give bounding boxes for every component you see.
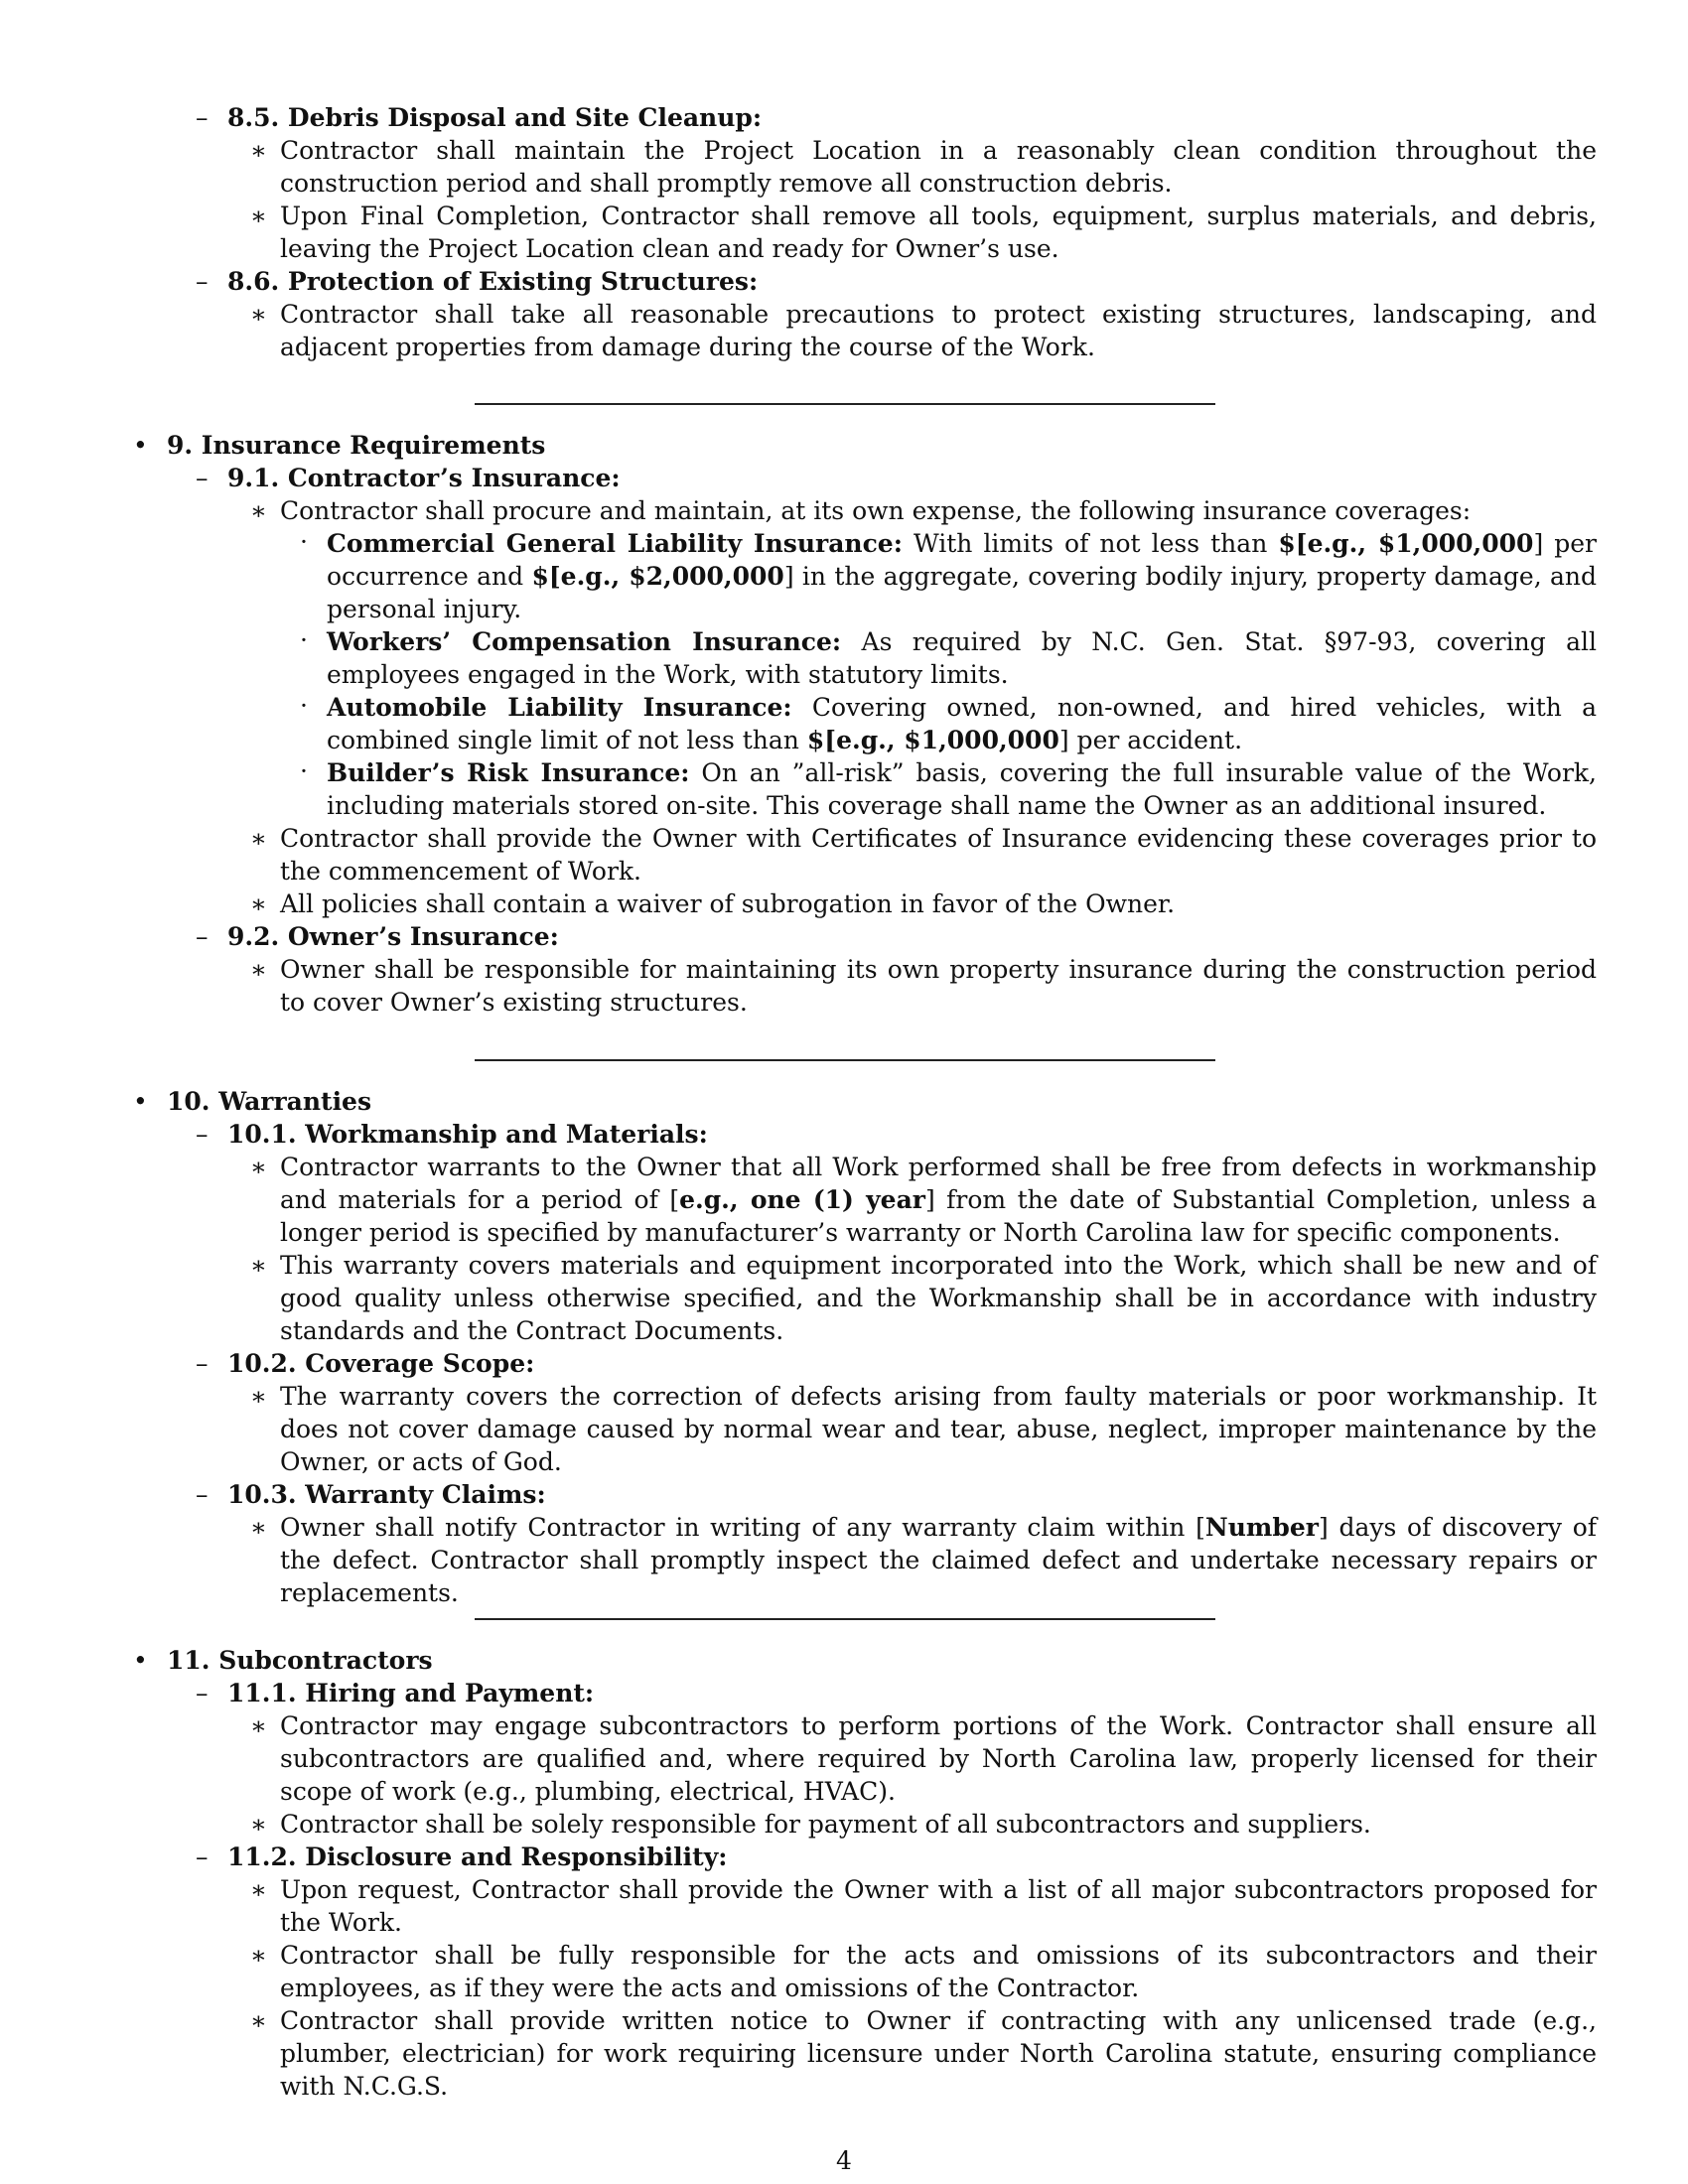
- coverage-cgl: · Commercial General Liability Insurance: With limits of not less than $[e.g., $1,000,000] per occurrence and $[e.g., $2,000,000] in the aggregate, covering bodily injury, property damage, and personal injury.: [300, 527, 1598, 623]
- dot-marker: ·: [300, 625, 308, 654]
- paragraph-11-1-a: ∗ Contractor may engage subcontractors to perform portions of the Work. Contractor shall ensure all subcontractors are qualified and, where required by North Carolina law, properly licensed for their scope of work (e.g., plumbing, electrical, HVAC).: [250, 1711, 1597, 1806]
- bullet-marker: •: [133, 1646, 148, 1675]
- paragraph-10-1-a: ∗ Contractor warrants to the Owner that all Work performed shall be free from defects in workmanship and materials for a period of [e.g., one (1) year] from the date of Substantial Completion, unless a longer period is specified by manufacturer’s warranty or North Carolina law for specific components.: [250, 1153, 1597, 1247]
- coverage-workers-comp: · Workers’ Compensation Insurance: As required by N.C. Gen. Stat. §97-93, covering all employees engaged in the Work, with statutory limits.: [300, 625, 1597, 689]
- paragraph-8-6-a: ∗ Contractor shall take all reasonable precautions to protect existing structures, landscaping, and adjacent properties from damage during the course of the Work.: [250, 300, 1597, 361]
- star-marker: ∗: [250, 1251, 267, 1280]
- bullet-marker: •: [133, 1087, 148, 1116]
- dash-marker: –: [196, 267, 209, 296]
- dash-marker: –: [196, 1679, 209, 1707]
- dash-marker: –: [196, 1843, 209, 1871]
- paragraph-10-3-a: ∗ Owner shall notify Contractor in writing of any warranty claim within [Number] days of discovery of the defect. Contractor shall promptly inspect the claimed defect and undertake necessary repairs or replacements.: [250, 1513, 1598, 1607]
- star-marker: ∗: [250, 2006, 267, 2035]
- paragraph-8-5-a: ∗ Contractor shall maintain the Project Location in a reasonably clean condition throughout the construction period and shall promptly remove all construction debris.: [250, 136, 1597, 198]
- dot-marker: ·: [300, 527, 308, 556]
- paragraph-9-1-b: ∗ Contractor shall provide the Owner with Certificates of Insurance evidencing these coverages prior to the commencement of Work.: [250, 824, 1597, 886]
- section-divider: [475, 403, 1215, 405]
- dash-marker: –: [196, 1480, 209, 1509]
- dash-marker: –: [196, 103, 209, 132]
- coverage-automobile: · Automobile Liability Insurance: Covering owned, non-owned, and hired vehicles, with a combined single limit of not less than $[e.g., $1,000,000] per accident.: [300, 691, 1597, 754]
- dash-marker: –: [196, 1349, 209, 1378]
- coverage-builders-risk: · Builder’s Risk Insurance: On an ”all-risk” basis, covering the full insurable value of the Work, including materials stored on-site. This coverage shall name the Owner as an additional insured.: [300, 756, 1597, 820]
- star-marker: ∗: [250, 1810, 267, 1839]
- dash-marker: –: [196, 922, 209, 951]
- star-marker: ∗: [250, 1153, 267, 1181]
- bullet-marker: •: [133, 431, 148, 460]
- star-marker: ∗: [250, 496, 267, 525]
- star-marker: ∗: [250, 1875, 267, 1904]
- star-marker: ∗: [250, 955, 267, 984]
- paragraph-11-1-b: ∗ Contractor shall be solely responsible for payment of all subcontractors and suppliers.: [250, 1810, 1371, 1839]
- paragraph-9-1-c: ∗ All policies shall contain a waiver of subrogation in favor of the Owner.: [250, 889, 1176, 918]
- dash-marker: –: [196, 464, 209, 492]
- dot-marker: ·: [300, 691, 308, 720]
- section-divider: [475, 1618, 1215, 1620]
- paragraph-10-1-b: ∗ This warranty covers materials and equipment incorporated into the Work, which shall be new and of good quality unless otherwise specified, and the Workmanship shall be in accordance with industry standards and the Contract Documents.: [250, 1251, 1597, 1345]
- star-marker: ∗: [250, 824, 267, 853]
- star-marker: ∗: [250, 202, 267, 230]
- paragraph-9-1-a: ∗ Contractor shall procure and maintain, at its own expense, the following insurance coverages:: [250, 496, 1472, 525]
- paragraph-9-2-a: ∗ Owner shall be responsible for maintaining its own property insurance during the construction period to cover Owner’s existing structures.: [250, 955, 1597, 1017]
- star-marker: ∗: [250, 136, 267, 165]
- star-marker: ∗: [250, 889, 267, 918]
- page-number: 4: [836, 2146, 852, 2175]
- star-marker: ∗: [250, 1941, 267, 1970]
- star-marker: ∗: [250, 1513, 267, 1542]
- paragraph-11-2-b: ∗ Contractor shall be fully responsible for the acts and omissions of its subcontractors and their employees, as if they were the acts and omissions of the Contractor.: [250, 1941, 1597, 2002]
- paragraph-8-5-b: ∗ Upon Final Completion, Contractor shall remove all tools, equipment, surplus materials, and debris, leaving the Project Location clean and ready for Owner’s use.: [250, 202, 1597, 263]
- star-marker: ∗: [250, 300, 267, 329]
- paragraph-11-2-c: ∗ Contractor shall provide written notice to Owner if contracting with any unlicensed trade (e.g., plumber, electrician) for work requiring licensure under North Carolina statute, ensuring compliance with N.C.G.S.: [250, 2006, 1597, 2101]
- paragraph-10-2-a: ∗ The warranty covers the correction of defects arising from faulty materials or poor workmanship. It does not cover damage caused by normal wear and tear, abuse, neglect, improper maintenance by the Owner, or acts of God.: [250, 1382, 1597, 1476]
- star-marker: ∗: [250, 1382, 267, 1411]
- dash-marker: –: [196, 1120, 209, 1149]
- star-marker: ∗: [250, 1711, 267, 1740]
- document-page: – 8.5. Debris Disposal and Site Cleanup: ∗ Contractor shall maintain the Project Location in a reasonably clean condition throughout the construction period and shall promptly remove all construction debris. ∗ Upon Final Completion, Contractor shall remove all tools, equipment, surplus materials, and debris, leaving the Project Location clean and ready for Owner’s use. – 8.6. Protection of Existing Structures: ∗ Contractor shall take all reasonable precautions to protect existing structures, landscaping, and adjacent properties from damage during the course of the Work. • 9. Insurance Requirements – 9.1. Contractor’s Insurance: ∗ Contractor shall procure and maintain, at its own expense, the following insurance coverages: · Commercial General Liability Insurance: With limits of not less than $[e.g., $1,000,000] per occurrence and $[e.g., $2,000,000] in the aggregate, covering bodily injury, property damage, and personal injury. · Workers’ Compensation Insurance: As required by N.C. Gen. Stat. §97-93, covering all employees engaged in the Work, with statutory limits. · Automobile Liability Insurance: Covering owned, non-owned, and hired vehicles, with a combined single limit of not less than $[e.g., $1,000,000] per accident. · Builder’s Risk Insurance: On an ”all-risk” basis, covering the full insurable value of the Work, including materials stored on-site. This coverage shall name the Owner as an additional insured. ∗ Contractor shall provide the Owner with Certificates of Insurance evidencing these coverages prior to the commencement of Work. ∗ All policies shall contain a waiver of subrogation in favor of the Owner. – 9.2. Owner’s Insurance: ∗ Owner shall be responsible for maintaining its own property insurance during the construction period to cover Owner’s existing structures. • 10. Warranties – 10.1. Workmanship and Materials: ∗ Contractor warrants to the Owner that all Work performed shall be free from defects in workmanship and materials for a period of [e.g., one (1) year] from the date of Substantial Completion, unless a longer period is specified by manufacturer’s warranty or North Carolina law for specific components. ∗ This warranty covers materials and equipment incorporated into the Work, which shall be new and of good quality unless otherwise specified, and the Workmanship shall be in accordance with industry standards and the Contract Documents. – 10.2. Coverage Scope: ∗ The warranty covers the correction of defects arising from faulty materials or poor workmanship. It does not cover damage caused by normal wear and tear, abuse, neglect, improper maintenance by the Owner, or acts of God. – 10.3. Warranty Claims: ∗ Owner shall notify Contractor in writing of any warranty claim within [Number] days of discovery of the defect. Contractor shall promptly inspect the claimed defect and undertake necessary repairs or replacements. • 11. Subcontractors – 11.1. Hiring and Payment: ∗ Contractor may engage subcontractors to perform portions of the Work. Contractor shall ensure all subcontractors are qualified and, where required by North Carolina law, properly licensed for their scope of work (e.g., plumbing, electrical, HVAC). ∗ Contractor shall be solely responsible for payment of all subcontractors and suppliers. – 11.2. Disclosure and Responsibility: ∗ Upon request, Contractor shall provide the Owner with a list of all major subcontractors proposed for the Work. ∗ Contractor shall be fully responsible for the acts and omissions of its subcontractors and their employees, as if they were the acts and omissions of the Contractor. ∗ Contractor shall provide written notice to Owner if contracting with any unlicensed trade (e.g., plumber, electrician) for work requiring licensure under North Carolina statute, ensuring compliance with N.C.G.S. 4: [0, 0, 1688, 2184]
- section-divider: [475, 1059, 1215, 1061]
- dot-marker: ·: [300, 756, 308, 785]
- paragraph-11-2-a: ∗ Upon request, Contractor shall provide the Owner with a list of all major subcontractors proposed for the Work.: [250, 1875, 1597, 1937]
